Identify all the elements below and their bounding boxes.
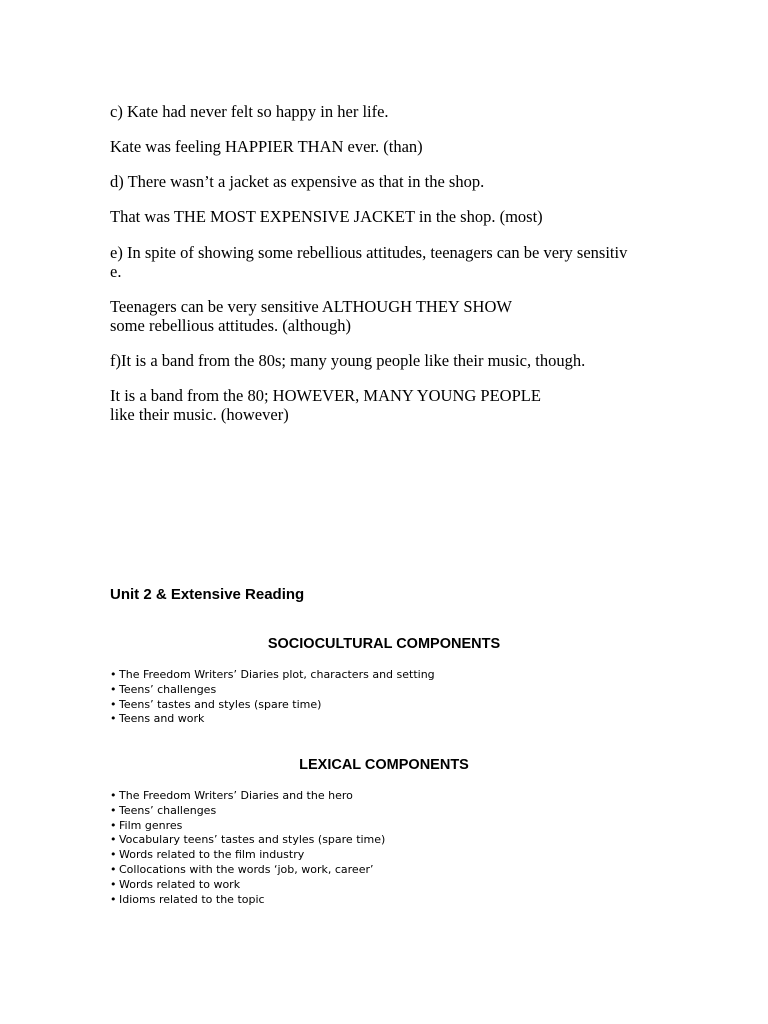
bullet-icon: • [110,818,117,832]
list-item-text: Words related to the film industry [119,848,305,862]
bullet-icon: • [110,668,117,681]
list-item [110,863,385,878]
unit-heading: Unit 2 & Extensive Reading [110,586,305,603]
lexical-list [110,789,385,907]
list-item [110,819,385,834]
lexical-title: LEXICAL COMPONENTS [299,757,469,773]
list-item [110,698,435,713]
bullet-icon: • [110,877,117,891]
list-item-text: Teens’ tastes and styles (spare time) [119,697,322,711]
exercise-e-answer-line2: some rebellious attitudes. (although) [110,316,352,335]
sociocultural-title: SOCIOCULTURAL COMPONENTS [267,636,501,652]
list-item-text: Vocabulary teens’ tastes and styles (spare time) [119,833,386,847]
exercise-e-answer-line1: Teenagers can be very sensitive ALTHOUGH THEY SHOW [110,297,512,316]
list-item [110,878,385,893]
list-item-text: Words related to work [119,877,241,891]
list-item [110,848,385,863]
exercise-d-prompt: d) There wasn’t a jacket as expensive as that in the shop. [110,172,485,191]
list-item [110,668,435,683]
list-item-text: Idioms related to the topic [119,892,265,906]
list-item [110,683,435,698]
list-item-text: Teens’ challenges [119,803,217,817]
list-item-text: Teens and work [119,712,205,726]
bullet-icon: • [110,848,117,862]
exercise-c-prompt: c) Kate had never felt so happy in her life. [110,102,389,121]
list-item [110,712,435,727]
list-item [110,804,385,819]
list-item [110,893,385,908]
exercise-f-answer-line2: like their music. (however) [110,405,289,424]
list-item-text: The Freedom Writers’ Diaries plot, characters and setting [119,668,435,681]
list-item [110,789,385,804]
bullet-icon: • [110,892,117,906]
exercise-c-answer: Kate was feeling HAPPIER THAN ever. (than) [110,137,423,156]
bullet-icon: • [110,862,117,876]
list-item-text: Film genres [119,818,183,832]
exercise-d-answer: That was THE MOST EXPENSIVE JACKET in the shop. (most) [110,207,543,226]
bullet-icon: • [110,697,117,711]
list-item-text: Collocations with the words ‘job, work, career’ [119,862,374,876]
list-item-text: The Freedom Writers’ Diaries and the hero [119,789,353,802]
exercise-e-prompt-line2: e. [110,262,122,281]
list-item [110,833,385,848]
bullet-icon: • [110,712,117,726]
list-item-text: Teens’ challenges [119,682,217,696]
bullet-icon: • [110,789,117,802]
bullet-icon: • [110,682,117,696]
bullet-icon: • [110,803,117,817]
sociocultural-list [110,668,435,727]
exercise-f-answer-line1: It is a band from the 80; HOWEVER, MANY YOUNG PEOPLE [110,386,541,405]
exercise-e-prompt-line1: e) In spite of showing some rebellious attitudes, teenagers can be very sensitiv [110,243,628,262]
exercise-f-prompt: f)It is a band from the 80s; many young people like their music, though. [110,351,586,370]
bullet-icon: • [110,833,117,847]
